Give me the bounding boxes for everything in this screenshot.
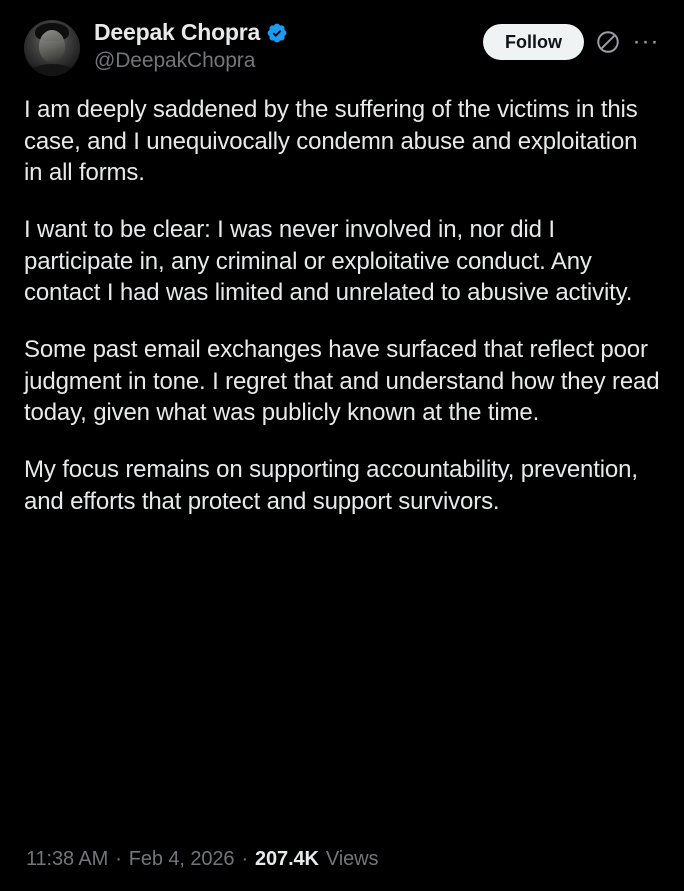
tweet-body bbox=[24, 94, 660, 832]
tweet-paragraph: My focus remains on supporting accountability, prevention, and efforts that protect and support survivors. bbox=[24, 456, 638, 515]
author-name-row bbox=[94, 20, 483, 45]
views-label: Views bbox=[325, 848, 379, 870]
tweet-paragraph: I am deeply saddened by the suffering of the victims in this case, and I unequivocally condemn abuse and exploitation in all forms. bbox=[24, 96, 638, 187]
tweet-paragraph: Some past email exchanges have surfaced that reflect poor judgment in tone. I regret that and understand how they read today, given what was publicly known at the time. bbox=[24, 336, 660, 427]
header-actions bbox=[483, 18, 660, 60]
footer-separator: · bbox=[115, 848, 122, 870]
author-display-name[interactable]: Deepak Chopra bbox=[94, 19, 261, 45]
post-date: Feb 4, 2026 bbox=[128, 848, 235, 870]
author-block bbox=[94, 18, 483, 73]
more-options-icon[interactable]: ··· bbox=[632, 28, 660, 55]
verified-badge-icon bbox=[266, 22, 288, 44]
views-count: 207.4K bbox=[255, 848, 319, 870]
post-time: 11:38 AM bbox=[26, 848, 109, 870]
grok-icon[interactable] bbox=[594, 28, 622, 56]
avatar[interactable] bbox=[24, 20, 80, 76]
avatar-shoulders bbox=[25, 64, 79, 76]
avatar-face bbox=[39, 30, 65, 62]
author-handle[interactable]: @DeepakChopra bbox=[94, 49, 256, 73]
tweet-paragraph: I want to be clear: I was never involved in, nor did I participate in, any criminal or exploitative conduct. Any contact I had was limited and unrelated to abusive activity. bbox=[24, 216, 633, 307]
tweet-header bbox=[24, 18, 660, 84]
follow-button[interactable]: Follow bbox=[483, 24, 584, 60]
footer-separator: · bbox=[241, 848, 248, 870]
tweet-footer bbox=[24, 832, 660, 891]
